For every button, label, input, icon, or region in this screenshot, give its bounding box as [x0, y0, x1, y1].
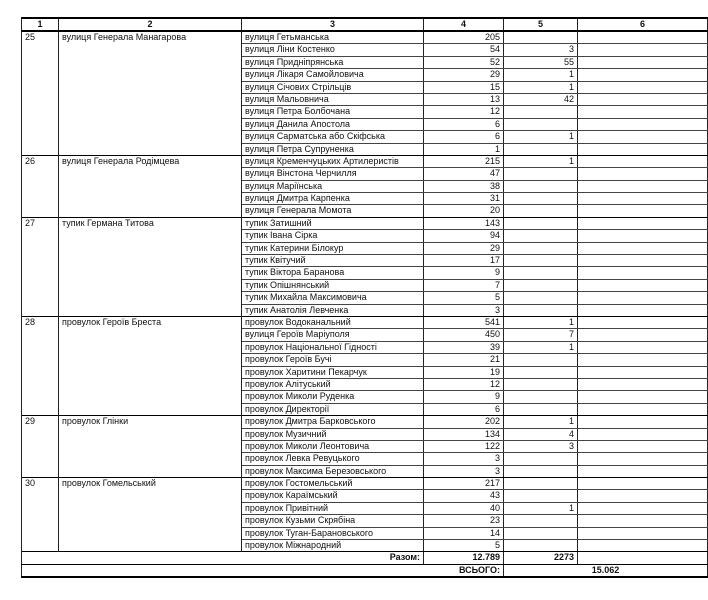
- empty-col-6: [578, 69, 708, 81]
- count-col-5: [504, 255, 578, 267]
- new-street-name: вулиця Маріїнська: [242, 180, 424, 192]
- total-row: [22, 564, 708, 577]
- count-col-5: [504, 378, 578, 390]
- new-street-name: провулок Міжнародний: [242, 540, 424, 552]
- table-row: [22, 155, 708, 167]
- group-number: 25: [22, 31, 59, 155]
- empty-col-6: [578, 440, 708, 452]
- count-col-5: [504, 478, 578, 490]
- empty-col-6: [578, 217, 708, 229]
- count-col-5: [504, 205, 578, 217]
- count-col-4: 3: [424, 304, 504, 316]
- new-street-name: провулок Героїв Бучі: [242, 354, 424, 366]
- empty-col-6: [578, 453, 708, 465]
- new-street-name: вулиця Придніпрянська: [242, 56, 424, 68]
- count-col-4: 205: [424, 31, 504, 44]
- count-col-5: [504, 106, 578, 118]
- count-col-5: [504, 366, 578, 378]
- new-street-name: провулок Гостомельський: [242, 478, 424, 490]
- new-street-name: провулок Миколи Руденка: [242, 391, 424, 403]
- old-street-name: вулиця Генерала Родімцева: [59, 155, 242, 217]
- count-col-5: [504, 230, 578, 242]
- count-col-4: 217: [424, 478, 504, 490]
- empty-col-6: [578, 502, 708, 514]
- empty-col-6: [578, 416, 708, 428]
- empty-col-6: [578, 131, 708, 143]
- total-label: ВСЬОГО:: [22, 564, 504, 577]
- count-col-5: [504, 193, 578, 205]
- empty-col-6: [578, 515, 708, 527]
- count-col-4: 202: [424, 416, 504, 428]
- empty-col-6: [578, 255, 708, 267]
- new-street-name: вулиця Ліни Костенко: [242, 44, 424, 56]
- count-col-4: 9: [424, 391, 504, 403]
- count-col-5: 1: [504, 502, 578, 514]
- total-value: 15.062: [504, 564, 708, 577]
- old-street-name: провулок Героїв Бреста: [59, 316, 242, 415]
- count-col-4: 47: [424, 168, 504, 180]
- new-street-name: провулок Алітуський: [242, 378, 424, 390]
- group-number: 28: [22, 316, 59, 415]
- count-col-5: [504, 465, 578, 477]
- empty-col-6: [578, 168, 708, 180]
- subtotal-col-4: 12.789: [424, 552, 504, 564]
- empty-col-6: [578, 403, 708, 415]
- old-street-name: провулок Гомельський: [59, 478, 242, 552]
- empty-col-6: [578, 354, 708, 366]
- empty-col-6: [578, 341, 708, 353]
- table-row: [22, 316, 708, 328]
- count-col-4: 21: [424, 354, 504, 366]
- empty-col-6: [578, 478, 708, 490]
- header-cell-3: 3: [242, 18, 424, 31]
- header-cell-5: 5: [504, 18, 578, 31]
- subtotal-col-5: 2273: [504, 552, 578, 564]
- count-col-4: 43: [424, 490, 504, 502]
- count-col-4: 39: [424, 341, 504, 353]
- count-col-4: 38: [424, 180, 504, 192]
- new-street-name: тупик Катерини Білокур: [242, 242, 424, 254]
- count-col-4: 6: [424, 118, 504, 130]
- count-col-4: 3: [424, 453, 504, 465]
- new-street-name: тупик Анатолія Левченка: [242, 304, 424, 316]
- new-street-name: провулок Левка Ревуцького: [242, 453, 424, 465]
- old-street-name: провулок Глінки: [59, 416, 242, 478]
- new-street-name: вулиця Мальовнича: [242, 93, 424, 105]
- count-col-5: 7: [504, 329, 578, 341]
- empty-col-6: [578, 81, 708, 93]
- new-street-name: провулок Кузьми Скрябіна: [242, 515, 424, 527]
- count-col-4: 31: [424, 193, 504, 205]
- count-col-4: 14: [424, 527, 504, 539]
- count-col-4: 3: [424, 465, 504, 477]
- count-col-5: [504, 242, 578, 254]
- count-col-5: 1: [504, 341, 578, 353]
- count-col-5: [504, 515, 578, 527]
- count-col-4: 54: [424, 44, 504, 56]
- empty-col-6: [578, 93, 708, 105]
- count-col-5: [504, 403, 578, 415]
- new-street-name: вулиця Генерала Момота: [242, 205, 424, 217]
- count-col-5: 55: [504, 56, 578, 68]
- empty-col-6: [578, 527, 708, 539]
- empty-col-6: [578, 155, 708, 167]
- empty-col-6: [578, 279, 708, 291]
- count-col-4: 20: [424, 205, 504, 217]
- header-cell-1: 1: [22, 18, 59, 31]
- empty-col-6: [578, 316, 708, 328]
- group-number: 27: [22, 217, 59, 316]
- empty-col-6: [578, 366, 708, 378]
- count-col-5: 3: [504, 440, 578, 452]
- count-col-4: 40: [424, 502, 504, 514]
- count-col-5: 1: [504, 416, 578, 428]
- new-street-name: вулиця Сарматська або Скіфська: [242, 131, 424, 143]
- count-col-4: 17: [424, 255, 504, 267]
- count-col-5: 4: [504, 428, 578, 440]
- new-street-name: вулиця Кременчуцьких Артилеристів: [242, 155, 424, 167]
- count-col-5: [504, 527, 578, 539]
- count-col-5: [504, 453, 578, 465]
- count-col-5: [504, 292, 578, 304]
- group-number: 26: [22, 155, 59, 217]
- count-col-4: 15: [424, 81, 504, 93]
- empty-col-6: [578, 378, 708, 390]
- empty-col-6: [578, 106, 708, 118]
- count-col-5: [504, 304, 578, 316]
- new-street-name: тупик Івана Сірка: [242, 230, 424, 242]
- empty-col-6: [578, 56, 708, 68]
- table-row: [22, 217, 708, 229]
- count-col-4: 1: [424, 143, 504, 155]
- subtotal-row: [22, 552, 708, 564]
- new-street-name: вулиця Петра Болбочана: [242, 106, 424, 118]
- count-col-4: 23: [424, 515, 504, 527]
- old-street-name: тупик Германа Титова: [59, 217, 242, 316]
- empty-col-6: [578, 205, 708, 217]
- count-col-4: 541: [424, 316, 504, 328]
- count-col-4: 12: [424, 106, 504, 118]
- empty-col-6: [578, 391, 708, 403]
- header-cell-2: 2: [59, 18, 242, 31]
- count-col-4: 134: [424, 428, 504, 440]
- table-body: [22, 18, 708, 577]
- subtotal-label: Разом:: [22, 552, 424, 564]
- street-rename-table: [21, 17, 708, 578]
- new-street-name: тупик Віктора Баранова: [242, 267, 424, 279]
- count-col-4: 143: [424, 217, 504, 229]
- empty-col-6: [578, 465, 708, 477]
- new-street-name: провулок Музичний: [242, 428, 424, 440]
- count-col-5: 1: [504, 316, 578, 328]
- count-col-5: [504, 354, 578, 366]
- count-col-4: 12: [424, 378, 504, 390]
- new-street-name: вулиця Гетьманська: [242, 31, 424, 44]
- new-street-name: провулок Національної Гідності: [242, 341, 424, 353]
- empty-col-6: [578, 44, 708, 56]
- count-col-4: 29: [424, 69, 504, 81]
- count-col-5: [504, 540, 578, 552]
- empty-col-6: [578, 304, 708, 316]
- count-col-4: 94: [424, 230, 504, 242]
- count-col-5: [504, 490, 578, 502]
- empty-col-6: [578, 329, 708, 341]
- count-col-5: [504, 118, 578, 130]
- count-col-4: 19: [424, 366, 504, 378]
- count-col-4: 13: [424, 93, 504, 105]
- count-col-5: [504, 168, 578, 180]
- new-street-name: вулиця Лікаря Самойловича: [242, 69, 424, 81]
- header-cell-4: 4: [424, 18, 504, 31]
- new-street-name: тупик Затишний: [242, 217, 424, 229]
- new-street-name: провулок Водоканальний: [242, 316, 424, 328]
- empty-col-6: [578, 193, 708, 205]
- count-col-4: 29: [424, 242, 504, 254]
- empty-col-6: [578, 180, 708, 192]
- header-cell-6: 6: [578, 18, 708, 31]
- empty-col-6: [578, 230, 708, 242]
- count-col-5: [504, 217, 578, 229]
- new-street-name: вулиця Вінстона Черчилля: [242, 168, 424, 180]
- count-col-4: 6: [424, 403, 504, 415]
- count-col-5: 1: [504, 155, 578, 167]
- count-col-4: 122: [424, 440, 504, 452]
- empty-col-6: [578, 540, 708, 552]
- new-street-name: вулиця Данила Апостола: [242, 118, 424, 130]
- count-col-5: [504, 391, 578, 403]
- new-street-name: тупик Квітучий: [242, 255, 424, 267]
- count-col-5: 1: [504, 69, 578, 81]
- new-street-name: вулиця Дмитра Карпенка: [242, 193, 424, 205]
- count-col-5: [504, 180, 578, 192]
- new-street-name: провулок Директорії: [242, 403, 424, 415]
- new-street-name: вулиця Героїв Маріуполя: [242, 329, 424, 341]
- new-street-name: провулок Туган-Барановського: [242, 527, 424, 539]
- empty-col-6: [578, 267, 708, 279]
- table-row: [22, 478, 708, 490]
- group-number: 30: [22, 478, 59, 552]
- new-street-name: тупик Михайла Максимовича: [242, 292, 424, 304]
- new-street-name: провулок Караїмський: [242, 490, 424, 502]
- new-street-name: вулиця Петра Супруненка: [242, 143, 424, 155]
- new-street-name: тупик Опішнянський: [242, 279, 424, 291]
- header-row: [22, 18, 708, 31]
- new-street-name: провулок Привітний: [242, 502, 424, 514]
- table-row: [22, 31, 708, 44]
- count-col-4: 9: [424, 267, 504, 279]
- count-col-5: 1: [504, 81, 578, 93]
- empty-col-6: [578, 490, 708, 502]
- new-street-name: провулок Максима Березовського: [242, 465, 424, 477]
- empty-col-6: [578, 31, 708, 44]
- count-col-5: [504, 31, 578, 44]
- count-col-4: 5: [424, 292, 504, 304]
- table-row: [22, 416, 708, 428]
- subtotal-col-6: [578, 552, 708, 564]
- empty-col-6: [578, 428, 708, 440]
- new-street-name: провулок Дмитра Барковського: [242, 416, 424, 428]
- empty-col-6: [578, 292, 708, 304]
- count-col-4: 7: [424, 279, 504, 291]
- empty-col-6: [578, 118, 708, 130]
- new-street-name: провулок Харитини Пекарчук: [242, 366, 424, 378]
- count-col-4: 450: [424, 329, 504, 341]
- count-col-5: [504, 279, 578, 291]
- group-number: 29: [22, 416, 59, 478]
- count-col-5: 3: [504, 44, 578, 56]
- empty-col-6: [578, 143, 708, 155]
- count-col-4: 215: [424, 155, 504, 167]
- count-col-5: 42: [504, 93, 578, 105]
- count-col-5: 1: [504, 131, 578, 143]
- count-col-4: 5: [424, 540, 504, 552]
- new-street-name: провулок Миколи Леонтовича: [242, 440, 424, 452]
- new-street-name: вулиця Січових Стрільців: [242, 81, 424, 93]
- empty-col-6: [578, 242, 708, 254]
- old-street-name: вулиця Генерала Манагарова: [59, 31, 242, 155]
- count-col-4: 52: [424, 56, 504, 68]
- count-col-4: 6: [424, 131, 504, 143]
- count-col-5: [504, 267, 578, 279]
- count-col-5: [504, 143, 578, 155]
